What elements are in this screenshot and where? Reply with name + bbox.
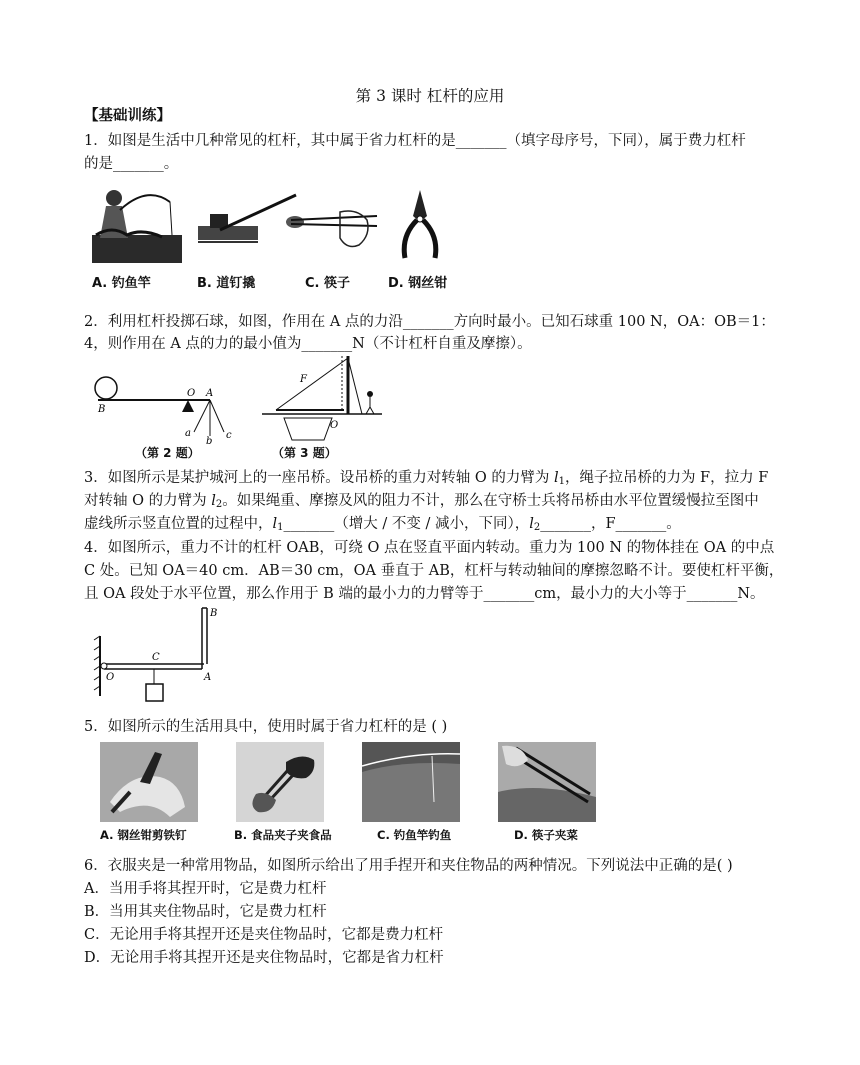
- q4-label-b: B: [210, 608, 218, 619]
- q3-label-f: F: [300, 374, 307, 385]
- q3-text-line1: 3．如图所示是某护城河上的一座吊桥。设吊桥的重力对转轴 O 的力臂为 $l_1$，绳子拉吊桥的力为 F，拉力 F: [84, 470, 769, 487]
- q3-text-line2: 对转轴 O 的力臂为 $l_2$。如果绳重、摩擦及风的阻力不计，那么在守桥士兵将吊桥由水平位置缓慢拉至图中: [84, 493, 759, 510]
- q1-text-line1: 1．如图是生活中几种常见的杠杆，其中属于省力杠杆的是_______（填字母序号，下同），属于费力杠杆: [84, 133, 746, 149]
- q1-caption-a: A. 钓鱼竿: [92, 276, 151, 291]
- q1-caption-c: C. 筷子: [305, 276, 351, 291]
- q5-caption-c: C. 钓鱼竿钓鱼: [377, 828, 452, 842]
- q5-caption-b: B. 食品夹子夹食品: [234, 828, 332, 842]
- q1-figure-rail-bar: [198, 190, 298, 250]
- q1-text-line2: 的是_______。: [84, 156, 179, 172]
- q2-text-line1: 2．利用杠杆投掷石球，如图，作用在 A 点的力沿_______方向时最小。已知石球重 100 N，OA：OB＝1：: [84, 314, 775, 330]
- q6-option-d[interactable]: D．无论用手将其捏开还是夹住物品时，它都是省力杠杆: [84, 950, 444, 966]
- q1-caption-d: D. 钢丝钳: [388, 276, 448, 291]
- q4-label-o: O: [106, 672, 115, 683]
- q2-figure-caption: （第 2 题）: [135, 446, 200, 460]
- q1-figure-pliers: [395, 186, 445, 261]
- q1-figure-fishing-rod: [92, 180, 187, 265]
- section-heading: 【基础训练】: [84, 107, 171, 124]
- q3-text-line3: 虚线所示竖直位置的过程中，$l_1\_\_\_\_\_\_\_$（增大 / 不变 / 减小，下同），$l_2\_\_\_\_\_\_\_$，F_______。: [84, 516, 681, 533]
- q6-text-line1: 6．衣服夹是一种常用物品，如图所示给出了用手捏开和夹住物品的两种情况。下列说法中正确的是( ): [84, 858, 733, 874]
- q3-figure-drawbridge: [262, 352, 382, 442]
- q4-figure-lever-oab: [92, 606, 222, 704]
- q4-label-a: A: [204, 672, 212, 683]
- q2-label-a-dir: a: [185, 428, 191, 439]
- q2-figure-catapult-lever: [92, 370, 242, 445]
- q5-photo-d: [498, 742, 596, 822]
- q4-label-c: C: [152, 652, 160, 663]
- q2-label-c-dir: c: [226, 430, 232, 441]
- q1-figure-chopsticks: [285, 200, 380, 260]
- q3-label-o: O: [330, 420, 339, 431]
- q2-label-o: O: [187, 388, 196, 399]
- q6-option-b[interactable]: B．当用其夹住物品时，它是费力杠杆: [84, 904, 327, 920]
- q3-figure-caption: （第 3 题）: [272, 446, 337, 460]
- q2-label-a: A: [206, 388, 214, 399]
- q4-text-line2: C 处。已知 OA＝40 cm．AB＝30 cm，OA 垂直于 AB，杠杆与转动轴间的摩擦忽略不计。要使杠杆平衡，: [84, 563, 784, 579]
- q5-caption-d: D. 筷子夹菜: [514, 828, 578, 842]
- q6-option-a[interactable]: A．当用手将其捏开时，它是费力杠杆: [84, 881, 327, 897]
- q5-photo-a: [100, 742, 198, 822]
- q5-photo-c: [362, 742, 460, 822]
- q4-text-line3: 且 OA 段处于水平位置，那么作用于 B 端的最小力的力臂等于_______cm，最小力的大小等于_______N。: [84, 586, 765, 602]
- q4-text-line1: 4．如图所示，重力不计的杠杆 OAB，可绕 O 点在竖直平面内转动。重力为 100 N 的物体挂在 OA 的中点: [84, 540, 775, 556]
- q2-label-b: B: [98, 404, 106, 415]
- q1-caption-b: B. 道钉撬: [197, 276, 256, 291]
- q5-caption-a: A. 钢丝钳剪铁钉: [100, 828, 187, 842]
- q5-text-line1: 5．如图所示的生活用具中，使用时属于省力杠杆的是 ( ): [84, 719, 448, 735]
- q2-text-line2: 4，则作用在 A 点的力的最小值为_______N（不计杠杆自重及摩擦）。: [84, 336, 532, 352]
- q2-label-b-dir: b: [206, 436, 213, 447]
- page-title: 第 3 课时 杠杆的应用: [355, 87, 505, 105]
- q6-option-c[interactable]: C．无论用手将其捏开还是夹住物品时，它都是费力杠杆: [84, 927, 444, 943]
- q5-photo-b: [236, 742, 324, 822]
